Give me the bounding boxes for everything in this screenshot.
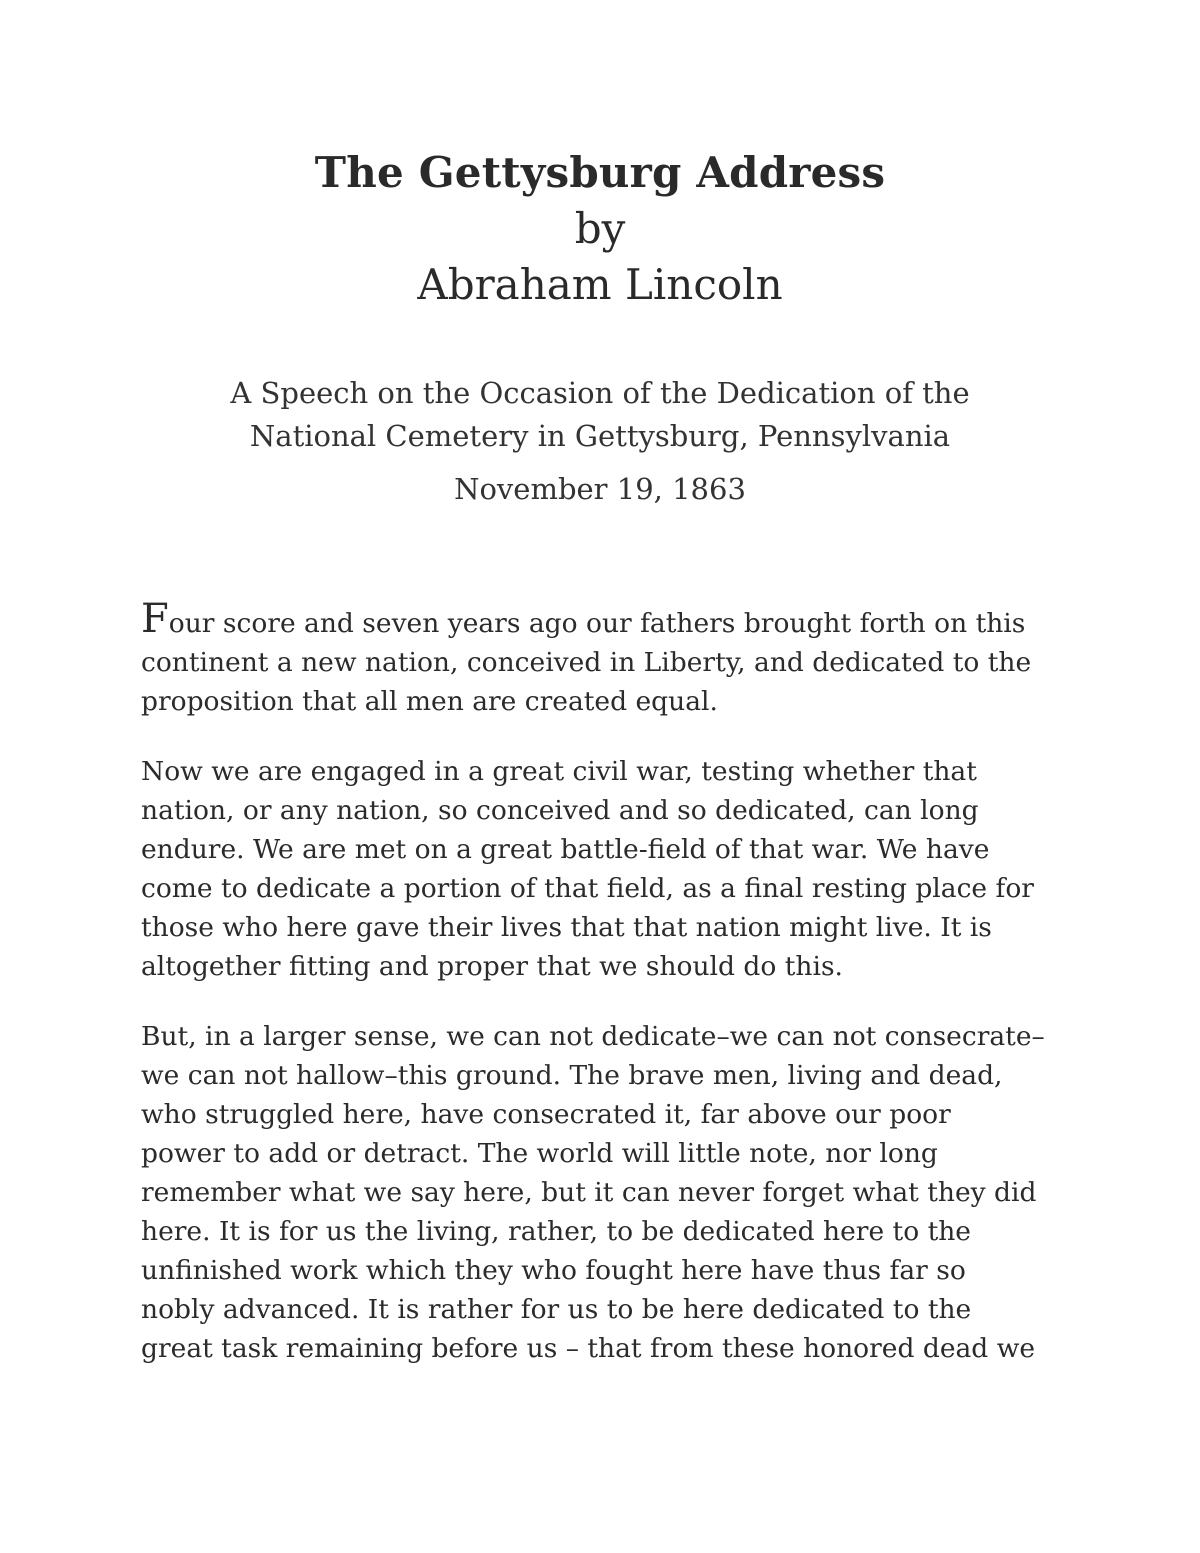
paragraph-line: come to dedicate a portion of that field, as a final resting place for	[141, 873, 1034, 904]
subtitle-line: A Speech on the Occasion of the Dedication of the	[230, 376, 970, 410]
paragraph-line: here. It is for us the living, rather, to be dedicated here to the	[141, 1216, 971, 1247]
paragraph-line-text: our score and seven years ago our fathers brought forth on this	[168, 608, 1026, 639]
subtitle-line: National Cemetery in Gettysburg, Pennsylvania	[249, 419, 951, 453]
paragraph-line: But, in a larger sense, we can not dedicate–we can not consecrate–	[141, 1021, 1045, 1052]
paragraph-line: proposition that all men are created equal.	[141, 686, 718, 717]
drop-cap: F	[141, 596, 169, 642]
paragraph-line: Now we are engaged in a great civil war, testing whether that	[141, 756, 977, 787]
paragraph-2	[141, 752, 1071, 986]
document-header	[0, 145, 1200, 313]
byline-by: by	[574, 204, 626, 253]
paragraph-line: altogether fitting and proper that we should do this.	[141, 951, 843, 982]
document-date: November 19, 1863	[454, 472, 746, 506]
paragraph-line: power to add or detract. The world will little note, nor long	[141, 1138, 938, 1169]
paragraph-line: continent a new nation, conceived in Liberty, and dedicated to the	[141, 647, 1032, 678]
paragraph-line: we can not hallow–this ground. The brave men, living and dead,	[141, 1060, 1003, 1091]
paragraph-line: nobly advanced. It is rather for us to be here dedicated to the	[141, 1294, 972, 1325]
paragraph-line: great task remaining before us – that from these honored dead we	[141, 1333, 1036, 1364]
paragraph-line: those who here gave their lives that that nation might live. It is	[141, 912, 992, 943]
paragraph-line: remember what we say here, but it can never forget what they did	[141, 1177, 1037, 1208]
document-title: The Gettysburg Address	[314, 148, 886, 197]
paragraph-line: endure. We are met on a great battle-field of that war. We have	[141, 834, 990, 865]
paragraph-3	[141, 1017, 1071, 1368]
paragraph-line: nation, or any nation, so conceived and so dedicated, can long	[141, 795, 979, 826]
document-subtitle	[0, 372, 1200, 458]
paragraph-line: who struggled here, have consecrated it, far above our poor	[141, 1099, 951, 1130]
paragraph-line: unfinished work which they who fought here have thus far so	[141, 1255, 966, 1286]
speech-body	[141, 596, 1071, 1399]
paragraph-line	[141, 596, 1071, 643]
author-name: Abraham Lincoln	[417, 260, 783, 309]
paragraph-1	[141, 596, 1071, 721]
